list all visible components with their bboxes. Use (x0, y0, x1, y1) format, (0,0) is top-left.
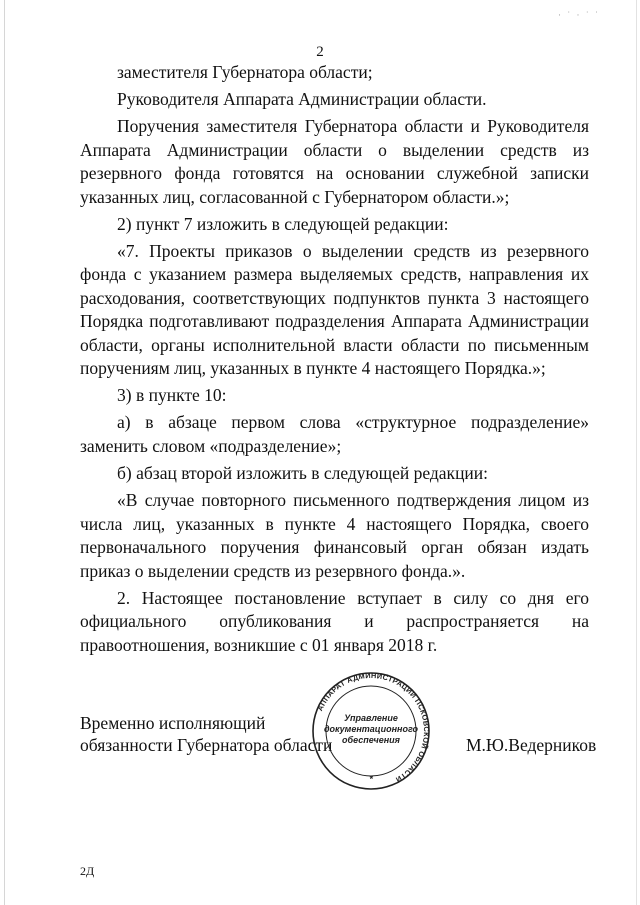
paragraph: Поручения заместителя Губернатора области и Руководителя Аппарата Администрации области о выделении средств из резервного фонда готовятся на основании служебной записки указанных лиц, согласованной с Губернатором области.»; (80, 116, 589, 207)
page-number: 2 (316, 44, 324, 60)
scan-edge-right (636, 0, 637, 905)
footer-code: 2Д (80, 864, 95, 878)
signatory-position: Временно исполняющий (80, 713, 266, 733)
paragraph: б) абзац второй изложить в следующей редакции: (117, 463, 489, 484)
paragraph: «7. Проекты приказов о выделении средств из резервного фонда с указанием размера выделяемых средств, направления их расходования, соответствующих подпунктов пункта 3 настоящего Порядка подготавливают подразделения Аппарата Администрации области, органы исполнительной власти области по письменным поручениям лиц, указанных в пункте 4 настоящего Порядка.»; (80, 241, 589, 379)
signatory-name: М.Ю.Ведерников (466, 735, 597, 755)
stamp-star: * (369, 774, 373, 784)
signatory-position: обязанности Губернатора области (80, 735, 333, 755)
stamp-center-line: Управление (344, 713, 398, 723)
paragraph: «В случае повторного письменного подтверждения лицом из числа лиц, указанных в пункте 4 настоящего Порядка, своего первоначального поручения финансовый орган обязан издать приказ о выделении средств из резервного фонда.». (80, 490, 589, 581)
paragraph: Руководителя Аппарата Администрации области. (117, 89, 487, 110)
scan-edge-left (4, 0, 5, 905)
paragraph: а) в абзаце первом слова «структурное подразделение» заменить словом «подразделение»; (80, 412, 589, 456)
official-stamp (296, 671, 446, 791)
paragraph: 3) в пункте 10: (117, 385, 227, 406)
stamp-center-line: документационного (323, 724, 419, 734)
paragraph: 2) пункт 7 изложить в следующей редакции: (117, 213, 449, 234)
paragraph: 2. Настоящее постановление вступает в силу со дня его официального опубликования и распространяется на правоотношения, возникшие с 01 января 2018 г. (80, 587, 589, 655)
paragraph: заместителя Губернатора области; (117, 62, 373, 82)
stamp-ring-text: АППАРАТ АДМИНИСТРАЦИИ ПСКОВСКОЙ ОБЛАСТИ (315, 671, 432, 785)
stamp-center-line: обеспечения (342, 735, 400, 745)
document-body (80, 61, 589, 661)
scan-artifact: · ˙ · ˙ ˙ (558, 10, 600, 20)
